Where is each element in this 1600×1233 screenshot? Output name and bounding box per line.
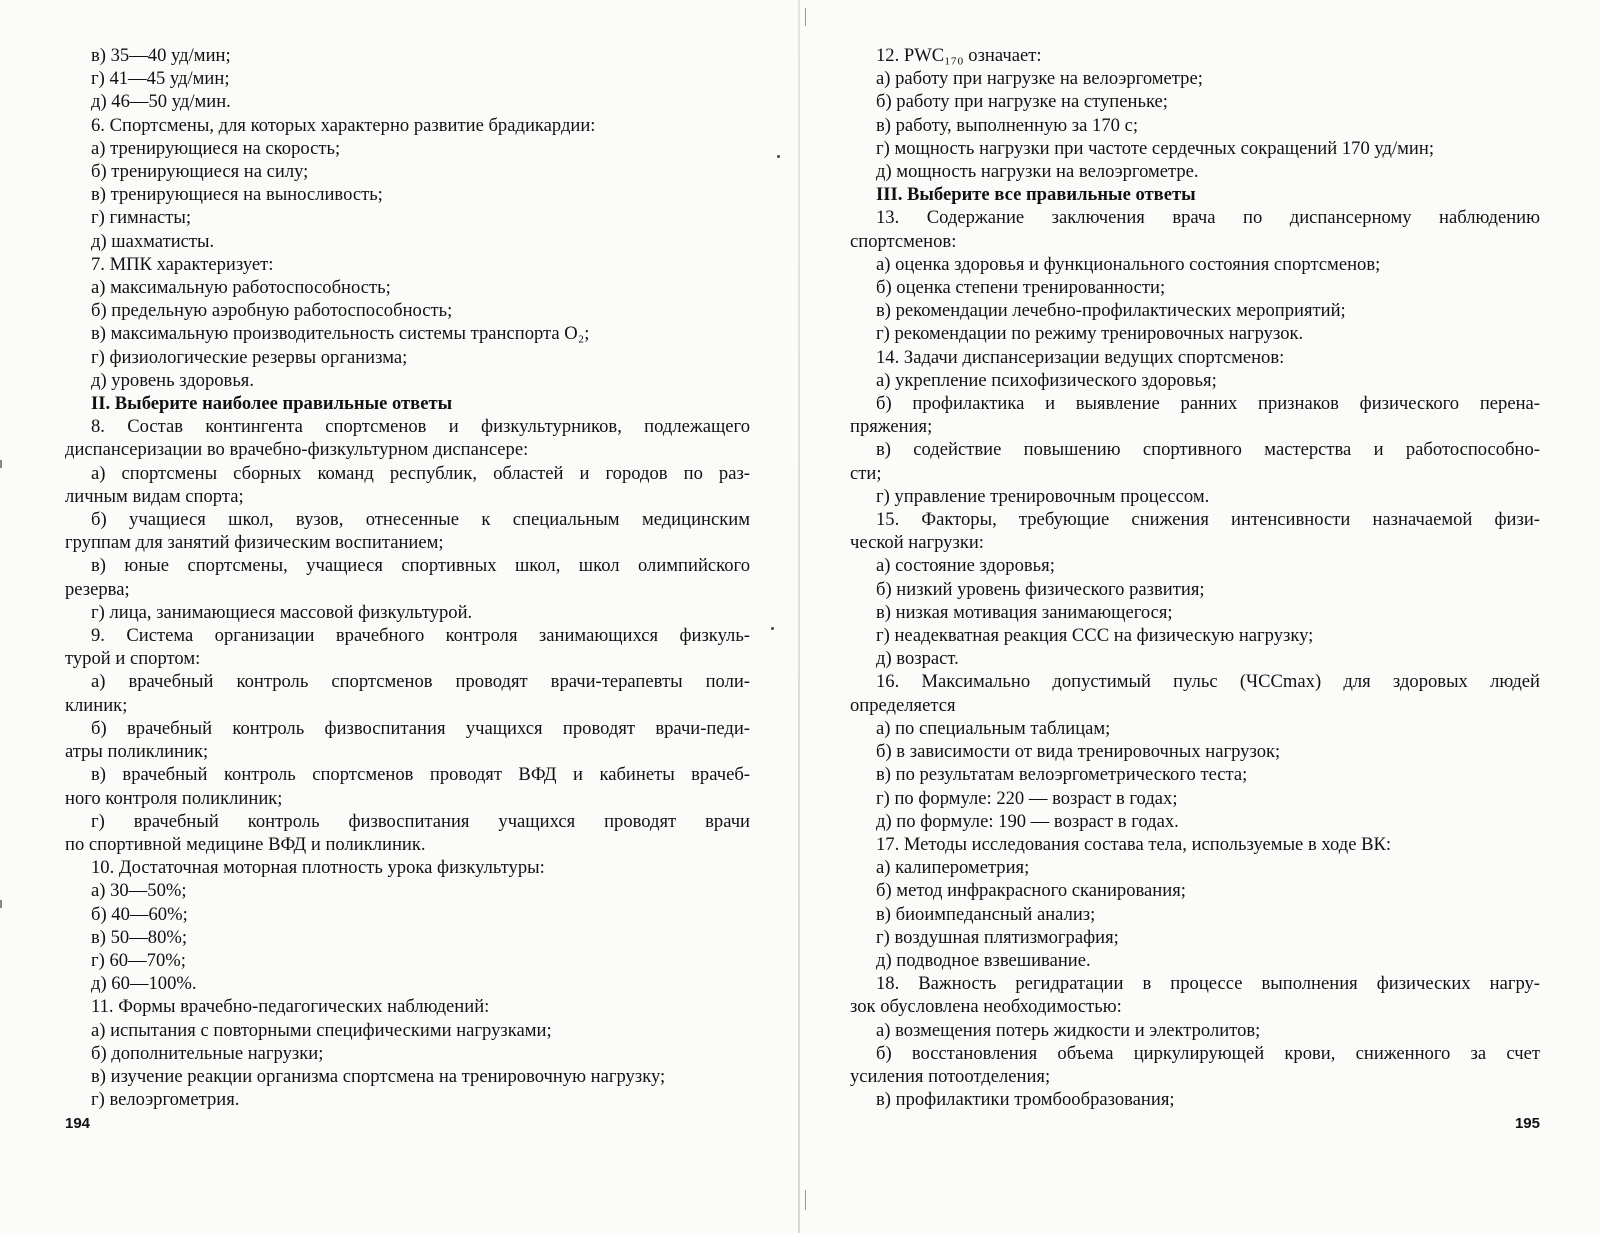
answer-option: в) работу, выполненную за 170 с; (876, 114, 1138, 136)
answer-option: в) низкая мотивация занимающегося; (876, 601, 1173, 623)
question-line: 14. Задачи диспансеризации ведущих спортсменов: (876, 346, 1285, 368)
answer-option: г) мощность нагрузки при частоте сердечных сокращений 170 уд/мин; (876, 137, 1434, 159)
continuation-line: ческой нагрузки: (850, 532, 984, 554)
scan-mark (0, 900, 2, 908)
answer-option: б) низкий уровень физического развития; (876, 578, 1205, 600)
answer-option: б) учащиеся школ, вузов, отнесенные к специальным медицинским (91, 509, 750, 531)
continuation-line: группам для занятий физическим воспитанием; (65, 532, 444, 554)
continuation-line: диспансеризации во врачебно-физкультурном диспансере: (65, 439, 529, 461)
answer-option: г) рекомендации по режиму тренировочных нагрузок. (876, 323, 1304, 345)
answer-option: г) 41—45 уд/мин; (91, 68, 230, 90)
answer-option: в) юные спортсмены, учащиеся спортивных школ, школ олимпийского (91, 555, 750, 577)
section-heading: III. Выберите все правильные ответы (876, 184, 1196, 206)
answer-option: д) 46—50 уд/мин. (91, 91, 231, 113)
continuation-line: определяется (850, 694, 956, 716)
answer-option: б) оценка степени тренированности; (876, 277, 1166, 299)
question-line: 13. Содержание заключения врача по диспансерному наблюдению (876, 207, 1540, 229)
answer-option: б) в зависимости от вида тренировочных нагрузок; (876, 741, 1281, 763)
scan-mark (0, 460, 2, 468)
answer-option: а) работу при нагрузке на велоэргометре; (876, 68, 1203, 90)
left-page-text (65, 44, 750, 1111)
continuation-line: спортсменов: (850, 230, 957, 252)
continuation-line: сти; (850, 462, 882, 484)
answer-option: б) метод инфракрасного сканирования; (876, 880, 1186, 902)
question-line: 6. Спортсмены, для которых характерно развитие брадикардии: (91, 114, 596, 136)
continuation-line: пряжения; (850, 416, 933, 438)
continuation-line: зок обусловлена необходимостью: (850, 996, 1122, 1018)
answer-option: б) профилактика и выявление ранних признаков физического перена- (876, 393, 1540, 415)
answer-option: г) воздушная плятизмография; (876, 926, 1119, 948)
page-number: 195 (1514, 1115, 1540, 1132)
answer-option: д) подводное взвешивание. (876, 949, 1091, 971)
page-number: 194 (65, 1115, 91, 1132)
answer-option: а) спортсмены сборных команд республик, областей и городов по раз- (91, 462, 750, 484)
answer-option: а) врачебный контроль спортсменов проводят врачи-терапевты поли- (91, 671, 750, 693)
answer-option: г) велоэргометрия. (91, 1089, 240, 1111)
answer-option: б) врачебный контроль физвоспитания учащихся проводят врачи-педи- (91, 717, 750, 739)
question-line: 15. Факторы, требующие снижения интенсивности назначаемой физи- (876, 509, 1540, 531)
answer-option: в) 50—80%; (91, 926, 188, 948)
continuation-line: усиления потоотделения; (850, 1065, 1051, 1087)
answer-option: а) максимальную работоспособность; (91, 277, 391, 299)
answer-option: в) рекомендации лечебно-профилактических мероприятий; (876, 300, 1346, 322)
question-line: 9. Система организации врачебного контроля занимающихся физкуль- (91, 625, 750, 647)
answer-option: а) оценка здоровья и функционального состояния спортсменов; (876, 253, 1381, 275)
answer-option: д) возраст. (876, 648, 959, 670)
right-page-text (850, 44, 1540, 1111)
answer-option: в) тренирующиеся на выносливость; (91, 184, 383, 206)
question-line: 18. Важность регидратации в процессе выполнения физических нагру- (876, 973, 1540, 995)
answer-option: а) возмещения потерь жидкости и электролитов; (876, 1019, 1261, 1041)
question-line: 17. Методы исследования состава тела, используемые в ходе ВК: (876, 833, 1392, 855)
answer-option: д) 60—100%. (91, 973, 197, 995)
continuation-line: ного контроля поликлиник; (65, 787, 283, 809)
answer-option: а) тренирующиеся на скорость; (91, 137, 341, 159)
continuation-line: личным видам спорта; (65, 485, 244, 507)
answer-option: в) биоимпедансный анализ; (876, 903, 1096, 925)
answer-option: г) лица, занимающиеся массовой физкультурой. (91, 601, 473, 623)
answer-option: г) неадекватная реакция ССС на физическую нагрузку; (876, 625, 1314, 647)
answer-option: а) 30—50%; (91, 880, 187, 902)
answer-option: д) шахматисты. (91, 230, 215, 252)
answer-option: в) 35—40 уд/мин; (91, 45, 231, 66)
answer-option: в) по результатам велоэргометрического теста; (876, 764, 1248, 786)
answer-option: б) предельную аэробную работоспособность; (91, 300, 453, 322)
answer-option: б) дополнительные нагрузки; (91, 1042, 324, 1064)
question-line: 10. Достаточная моторная плотность урока физкультуры: (91, 857, 545, 879)
answer-option: в) содействие повышению спортивного мастерства и работоспособно- (876, 439, 1540, 461)
question-line: 16. Максимально допустимый пульс (ЧССmax) для здоровых людей (876, 671, 1540, 693)
answer-option: г) гимнасты; (91, 207, 192, 229)
scan-dot (777, 155, 780, 158)
answer-option: г) по формуле: 220 — возраст в годах; (876, 787, 1178, 809)
continuation-line: по спортивной медицине ВФД и поликлиник. (65, 833, 426, 855)
answer-option: г) 60—70%; (91, 949, 186, 971)
answer-option: а) состояние здоровья; (876, 555, 1055, 577)
answer-option: в) профилактики тромбообразования; (876, 1089, 1175, 1111)
answer-option: д) по формуле: 190 — возраст в годах. (876, 810, 1179, 832)
answer-option: б) тренирующиеся на силу; (91, 161, 309, 183)
right-page (800, 0, 1600, 1233)
answer-option: б) 40—60%; (91, 903, 188, 925)
answer-option: д) уровень здоровья. (91, 369, 255, 391)
continuation-line: резерва; (65, 578, 130, 600)
continuation-line: атры поликлиник; (65, 741, 209, 763)
question-line: 7. МПК характеризует: (91, 253, 274, 275)
answer-option: г) физиологические резервы организма; (91, 346, 408, 368)
answer-option: в) врачебный контроль спортсменов проводят ВФД и кабинеты врачеб- (91, 764, 750, 786)
question-line: 8. Состав контингента спортсменов и физкультурников, подлежащего (91, 416, 750, 438)
answer-option: б) восстановления объема циркулирующей крови, сниженного за счет (876, 1042, 1540, 1064)
scan-dot (771, 627, 774, 630)
answer-option: а) по специальным таблицам; (876, 717, 1111, 739)
answer-option: а) укрепление психофизического здоровья; (876, 369, 1217, 391)
answer-option: а) испытания с повторными специфическими нагрузками; (91, 1019, 552, 1041)
question-line: 11. Формы врачебно-педагогических наблюдений: (91, 996, 490, 1018)
answer-option: д) мощность нагрузки на велоэргометре. (876, 161, 1199, 183)
question-line: 12. PWC₁₇₀ означает: (876, 45, 1042, 66)
answer-option: б) работу при нагрузке на ступеньке; (876, 91, 1168, 113)
section-heading: II. Выберите наиболее правильные ответы (91, 393, 453, 415)
answer-option: а) калиперометрия; (876, 857, 1030, 879)
answer-option: г) управление тренировочным процессом. (876, 485, 1210, 507)
answer-option: в) изучение реакции организма спортсмена на тренировочную нагрузку; (91, 1065, 666, 1087)
continuation-line: клиник; (65, 694, 128, 716)
answer-option: в) максимальную производительность системы транспорта O₂; (91, 323, 590, 345)
continuation-line: турой и спортом: (65, 648, 201, 670)
answer-option: г) врачебный контроль физвоспитания учащихся проводят врачи (91, 810, 750, 832)
